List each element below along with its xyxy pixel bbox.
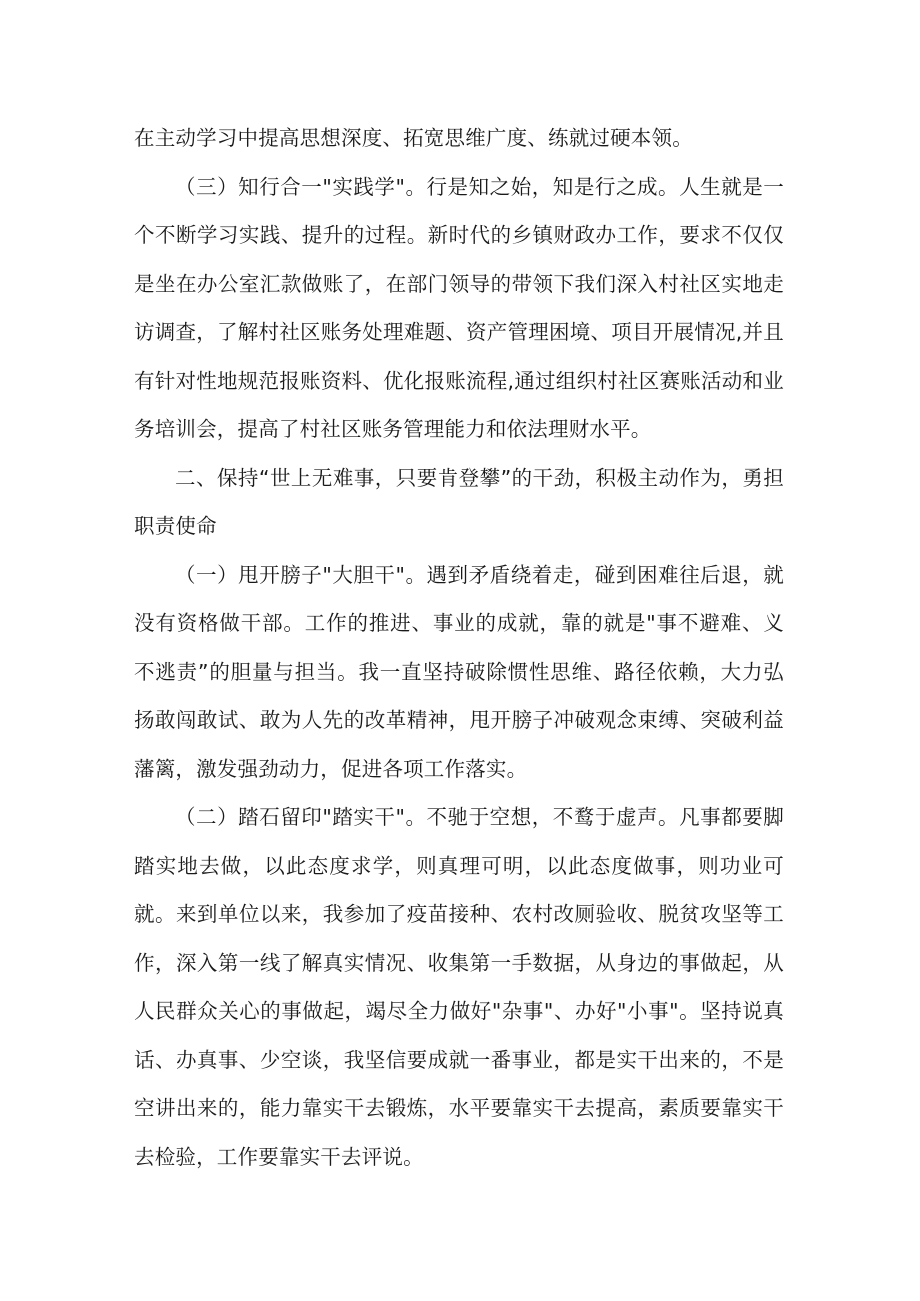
paragraph-section-3-practice: （三）知行合一"实践学"。行是知之始，知是行之成。人生就是一个不断学习实践、提升的过程。新时代的乡镇财政办工作，要求不仅仅是坐在办公室汇款做账了，在部门领导的带领下我们深入村社区实地走访调查，了解村社区账务处理难题、资产管理困境、项目开展情况,并且有针对性地规范报账资料、优化报账流程,通过组织村社区赛账活动和业务培训会，提高了村社区账务管理能力和依法理财水平。 [134,174,784,441]
document-body [134,114,784,1181]
heading-section-2: 二、保持“世上无难事，只要肯登攀”的干劲，积极主动作为，勇担职责使命 [134,465,784,538]
paragraph-subsection-2-solid-work: （二）踏石留印"踏实干"。不驰于空想，不鹜于虚声。凡事都要脚踏实地去做，以此态度求学，则真理可明，以此态度做事，则功业可就。来到单位以来，我参加了疫苗接种、农村改厕验收、脱贫攻坚等工作，深入第一线了解真实情况、收集第一手数据，从身边的事做起，从人民群众关心的事做起，竭尽全力做好"杂事"、办好"小事"。坚持说真话、办真事、少空谈，我坚信要成就一番事业，都是实干出来的，不是空讲出来的，能力靠实干去锻炼，水平要靠实干去提高，素质要靠实干去检验，工作要靠实干去评说。 [134,805,784,1169]
paragraph-subsection-1-bold-action: （一）甩开膀子"大胆干"。遇到矛盾绕着走，碰到困难往后退，就没有资格做干部。工作的推进、事业的成就，靠的就是"事不避难、义不逃责”的胆量与担当。我一直坚持破除惯性思维、路径依赖，大力弘扬敢闯敢试、敢为人先的改革精神，甩开膀子冲破观念束缚、突破利益藩篱，激发强劲动力，促进各项工作落实。 [134,562,784,781]
paragraph-continuation: 在主动学习中提高思想深度、拓宽思维广度、练就过硬本领。 [134,126,693,150]
